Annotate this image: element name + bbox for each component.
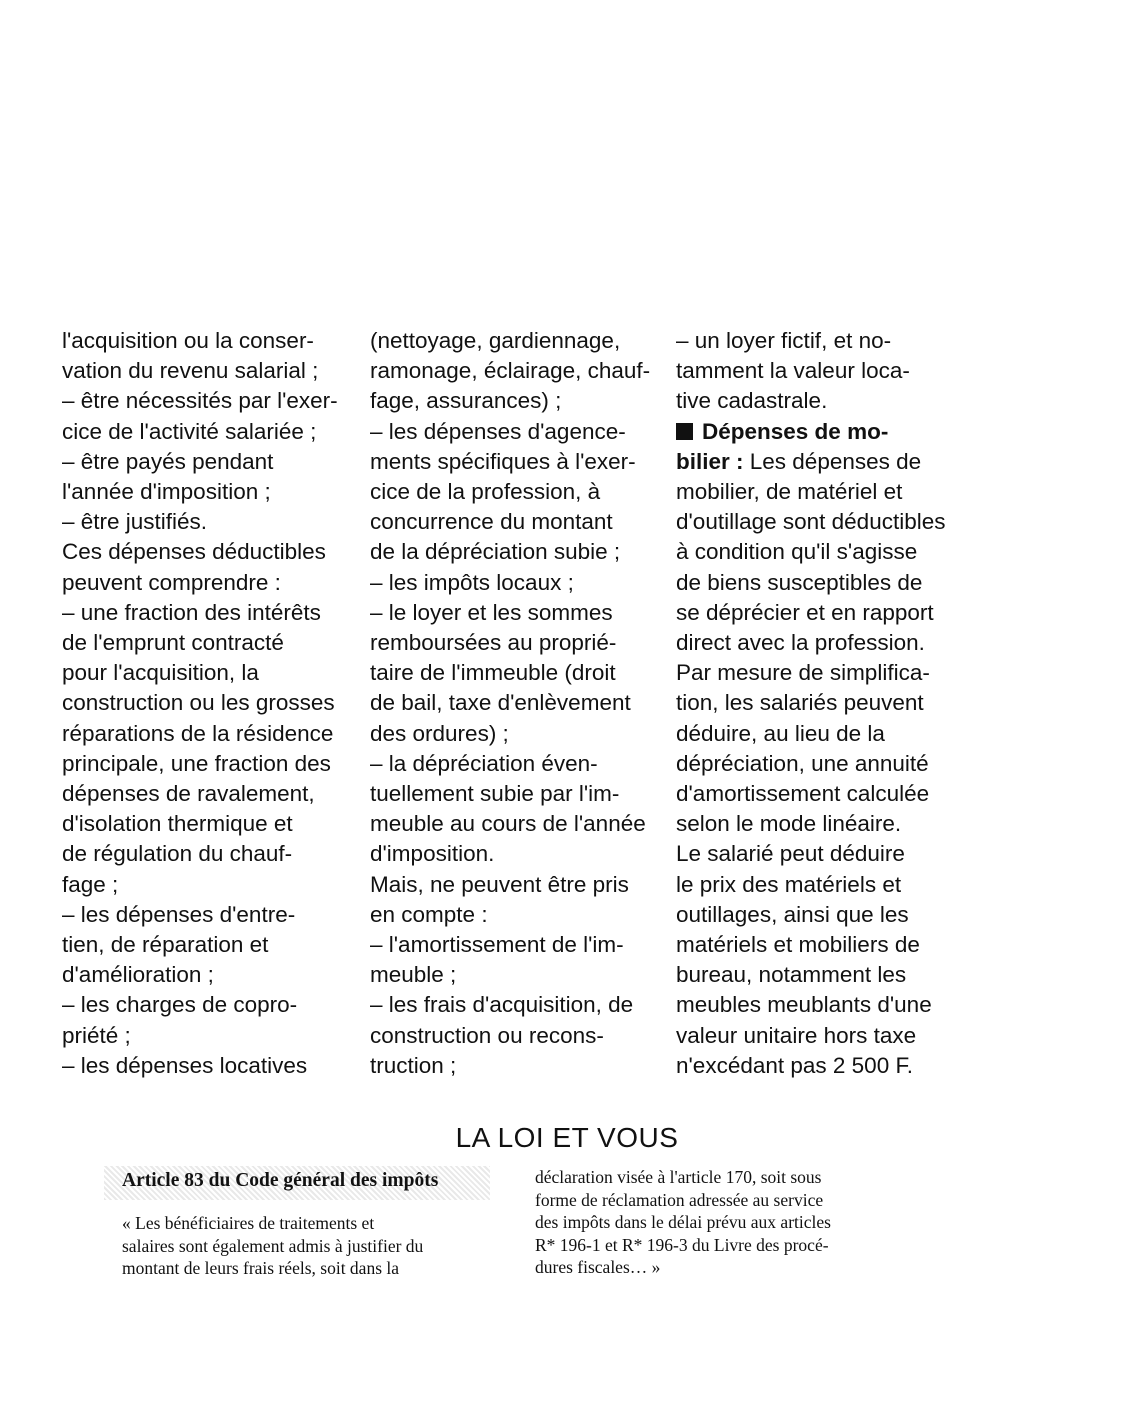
text-line: d'amélioration ; [62,962,214,988]
section-heading-line [676,417,954,447]
text-line: concurrence du montant [370,509,613,535]
text-line: peuvent comprendre : [62,569,281,595]
text-line: réparations de la résidence [62,720,334,746]
text-line: Par mesure de simplifica- [676,660,930,686]
text-line: cice de la profession, à [370,479,601,505]
text-line: Le salarié peut déduire [676,841,905,867]
text-line: – une fraction des intérêts [62,599,321,625]
law-quote-left [122,1212,490,1280]
text-line: de régulation du chauf- [62,841,293,867]
text-line: Ces dépenses déductibles [62,539,326,565]
text-line: montant de leurs frais réels, soit dans la [122,1258,400,1278]
text-line: ments spécifiques à l'exer- [370,448,636,474]
text-line: – un loyer fictif, et no- [676,328,892,353]
text-line: (nettoyage, gardiennage, [370,328,621,353]
text-line: déduire, au lieu de la [676,720,885,746]
text-line: meuble au cours de l'année [370,811,646,837]
text-line: bureau, notamment les [676,962,907,988]
text-line: d'isolation thermique et [62,811,293,837]
text-line: principale, une fraction des [62,750,331,776]
text-line: pour l'acquisition, la [62,660,259,686]
text-line: – les dépenses d'agence- [370,418,626,444]
text-line: outillages, ainsi que les [676,901,909,927]
text-line: selon le mode linéaire. [676,811,902,837]
section-heading-rest: Les dépenses de [743,448,922,474]
text-line: mobilier, de matériel et [676,479,903,505]
text-line: d'amortissement calculée [676,781,930,807]
text-line: – les dépenses d'entre- [62,901,296,927]
text-line: taire de l'immeuble (droit [370,660,616,686]
text-line: priété ; [62,1022,131,1048]
text-line: – être payés pendant [62,448,274,474]
text-line: fage, assurances) ; [370,388,562,414]
text-line: direct avec la profession. [676,630,925,656]
text-line: n'excédant pas 2 500 F. [676,1052,913,1078]
text-column-3 [676,326,954,1081]
text-line: dures fiscales… » [535,1257,661,1277]
text-line: remboursées au proprié- [370,630,617,656]
text-line: des impôts dans le délai prévu aux articles [535,1212,831,1232]
text-line: l'année d'imposition ; [62,479,271,505]
text-line: – les charges de copro- [62,992,298,1018]
text-line: tive cadastrale. [676,388,828,414]
text-line: meuble ; [370,962,457,988]
text-line: de l'emprunt contracté [62,630,284,656]
section-heading-part-1: Dépenses de mo- [702,418,889,444]
text-line: – les frais d'acquisition, de [370,992,634,1018]
law-quote-right [535,1166,897,1279]
text-line: dépréciation, une annuité [676,750,929,776]
text-line: se déprécier et en rapport [676,599,934,625]
text-line: tion, les salariés peuvent [676,690,924,716]
text-line: fage ; [62,871,119,897]
section-heading-part-2: bilier : [676,448,744,474]
text-line: en compte : [370,901,488,927]
text-line: « Les bénéficiaires de traitements et [122,1213,375,1233]
text-line: – la dépréciation éven- [370,750,598,776]
column-3-intro [676,326,954,417]
text-line: Mais, ne peuvent être pris [370,871,629,897]
text-line: à condition qu'il s'agisse [676,539,918,565]
text-line: de la dépréciation subie ; [370,539,621,565]
text-line: l'acquisition ou la conser- [62,328,314,353]
law-section-title: LA LOI ET VOUS [455,1122,679,1153]
text-line: tuellement subie par l'im- [370,781,620,807]
text-line: d'outillage sont déductibles [676,509,946,535]
text-line: construction ou les grosses [62,690,335,716]
text-line: construction ou recons- [370,1022,604,1048]
text-line: déclaration visée à l'article 170, soit sous [535,1167,822,1187]
text-line: tien, de réparation et [62,932,269,958]
text-line: ramonage, éclairage, chauf- [370,358,651,384]
text-line: matériels et mobiliers de [676,932,920,958]
text-line: cice de l'activité salariée ; [62,418,317,444]
text-line: R* 196-1 et R* 196-3 du Livre des procé- [535,1234,829,1255]
text-line: – les dépenses locatives [62,1052,308,1078]
text-line: d'imposition. [370,841,495,867]
text-line: le prix des matériels et [676,871,902,897]
text-line: forme de réclamation adressée au service [535,1189,824,1210]
text-line: meubles meublants d'une [676,992,932,1018]
text-line: dépenses de ravalement, [62,781,315,807]
text-line: – les impôts locaux ; [370,569,574,595]
text-line: de biens susceptibles de [676,569,923,595]
text-line: salaires sont également admis à justifier du [122,1235,424,1256]
text-line: – le loyer et les sommes [370,599,613,625]
text-line: truction ; [370,1052,457,1078]
text-line: – être nécessités par l'exer- [62,388,338,414]
text-line: – l'amortissement de l'im- [370,932,624,958]
law-article-heading-box [104,1166,490,1200]
text-line: – être justifiés. [62,509,208,535]
text-line: tamment la valeur loca- [676,358,910,384]
column-3-body [676,477,954,1081]
law-article-heading: Article 83 du Code général des impôts [122,1170,439,1191]
text-column-1 [62,326,342,1081]
text-line: vation du revenu salarial ; [62,358,319,384]
section-heading-line-2 [676,447,954,477]
text-column-2 [370,326,651,1081]
text-line: valeur unitaire hors taxe [676,1022,917,1048]
text-line: de bail, taxe d'enlèvement [370,690,631,716]
text-line: des ordures) ; [370,720,509,746]
bullet-square-icon [676,423,693,440]
